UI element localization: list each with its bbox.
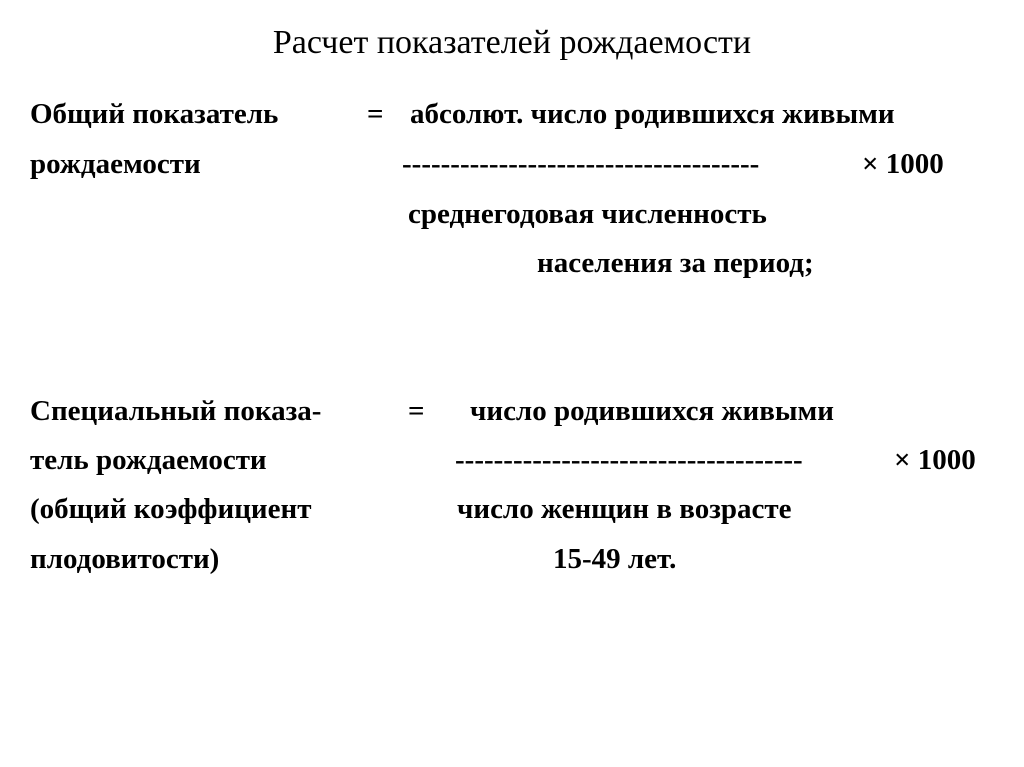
general-denominator-line2: населения за период; (537, 247, 814, 279)
general-label-line2: рождаемости (30, 148, 201, 180)
special-numerator: число родившихся живыми (470, 395, 834, 427)
special-denominator-line1: число женщин в возрасте (457, 493, 792, 525)
general-equals-sign: = (367, 98, 384, 130)
special-equals-sign: = (408, 395, 425, 427)
special-label-line1: Специальный показа- (30, 395, 322, 427)
general-multiplier: × 1000 (862, 148, 944, 180)
general-numerator: абсолют. число родившихся живыми (410, 98, 895, 130)
special-label-line3: (общий коэффициент (30, 493, 312, 525)
slide-title: Расчет показателей рождаемости (272, 24, 752, 61)
special-fraction-bar: ------------------------------------ (455, 444, 803, 476)
special-label-line4: плодовитости) (30, 543, 220, 575)
special-denominator-line2: 15-49 лет. (553, 543, 677, 575)
special-label-line2: тель рождаемости (30, 444, 267, 476)
general-fraction-bar: ------------------------------------- (402, 148, 760, 180)
special-multiplier: × 1000 (894, 444, 976, 476)
general-label-line1: Общий показатель (30, 98, 279, 130)
general-denominator-line1: среднегодовая численность (408, 198, 767, 230)
